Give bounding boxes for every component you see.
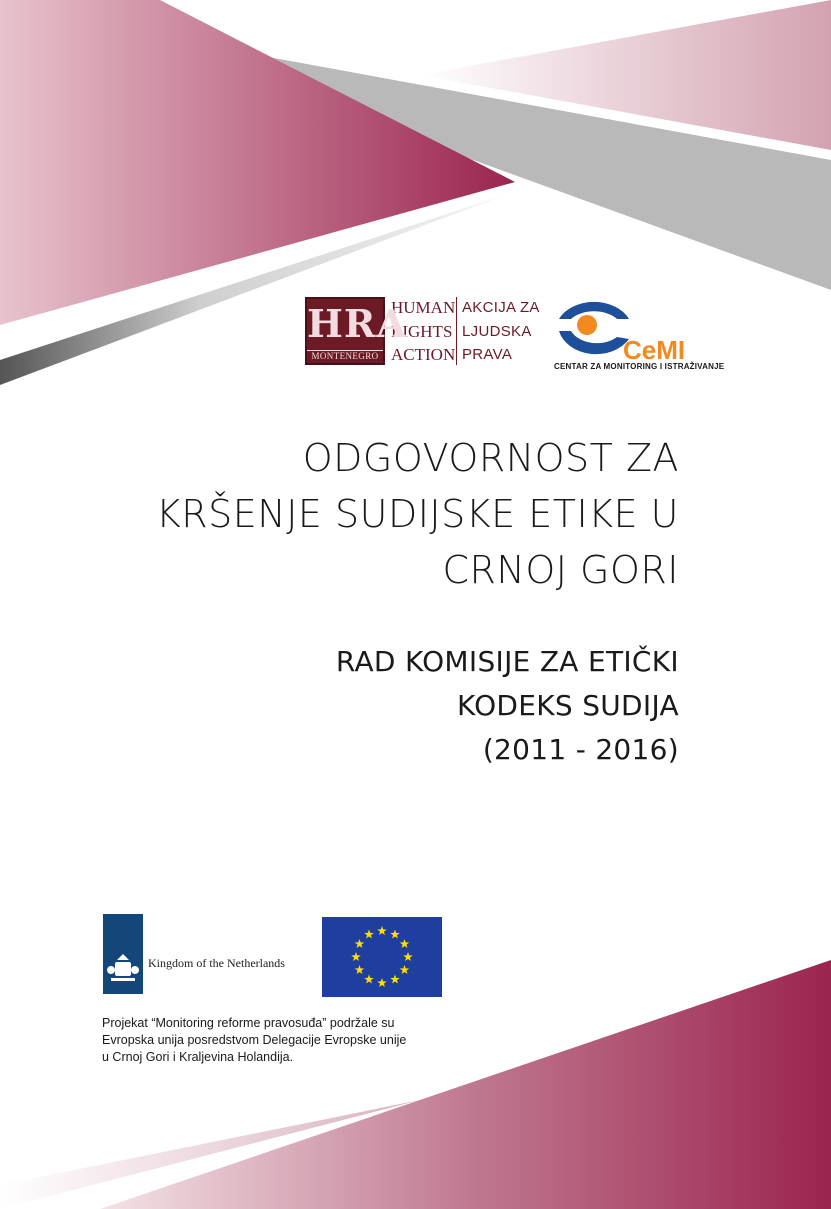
cemi-logo [553,293,703,373]
hra-local-name [457,297,545,365]
eu-star-icon [400,965,410,974]
hra-local-line: LJUDSKA [462,322,532,340]
cemi-arc-top [559,302,629,319]
subtitle-line: RAD KOMISIJE ZA ETIČKI [335,645,679,678]
eu-flag-icon [322,917,442,997]
hra-local-line: PRAVA [462,346,513,363]
eu-star-icon [377,978,387,987]
eu-star-icon [364,929,374,938]
hra-english-line: ACTION [391,345,456,364]
netherlands-name: Kingdom of the Netherlands [148,956,285,970]
hra-logo [305,297,545,365]
eu-star-icon [377,926,387,935]
eu-star-icon [364,975,374,984]
hra-letters: HRA [307,301,407,346]
eu-star-icon [390,929,400,938]
cemi-arc-bottom [559,331,629,354]
hra-emblem [305,297,407,365]
eu-star-icon [351,952,361,961]
title-line: CRNOJ GORI [442,548,679,592]
funding-disclaimer [102,1015,452,1066]
title-line: KRŠENJE SUDIJSKE ETIKE U [155,492,679,536]
subtitle-line: KODEKS SUDIJA [456,689,679,722]
eu-star-icon [390,975,400,984]
document-title [156,430,679,598]
eu-star-icon [355,965,365,974]
eu-stars [322,917,442,997]
hra-english-line: RIGHTS [391,321,453,341]
eu-star-icon [355,939,365,948]
cemi-wordmark: CeMI [623,335,686,365]
hra-english-line: HUMAN [391,298,456,317]
title-line: ODGOVORNOST ZA [302,436,679,480]
eu-star-icon [400,939,410,948]
netherlands-crest-icon [103,914,143,994]
hra-country: MONTENEGRO [307,350,383,361]
cemi-eye [577,315,597,335]
subtitle-line: (2011 - 2016) [482,733,679,766]
disclaimer-line: u Crnoj Gori i Kraljevina Holandija. [102,1050,294,1064]
eu-star-icon [403,952,413,961]
hra-local-line: AKCIJA ZA [462,299,540,316]
bottom-right-triangle [100,960,831,1209]
disclaimer-line: Evropska unija posredstvom Delegacije Evropske unije [102,1033,407,1047]
netherlands-emblem [103,914,143,994]
disclaimer-line: Projekat “Monitoring reforme pravosuđa” podržale su [102,1016,395,1030]
document-subtitle [336,640,679,772]
cemi-tagline: CENTAR ZA MONITORING I ISTRAŽIVANJE [554,362,725,371]
